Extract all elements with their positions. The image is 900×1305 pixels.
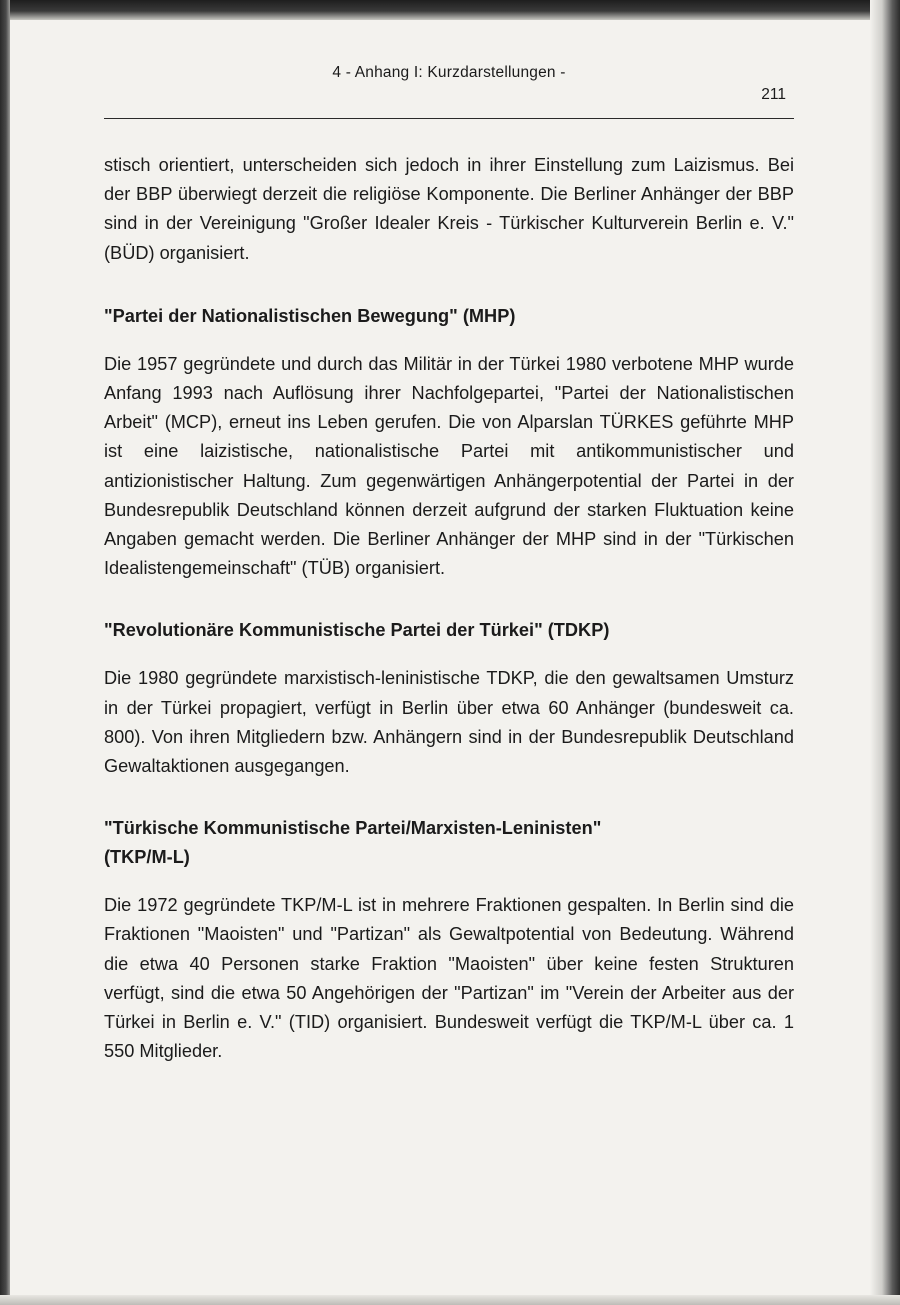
section-body-tkpml: Die 1972 gegründete TKP/M-L ist in mehrere Fraktionen gespalten. In Berlin sind die Fraktionen "Maoisten" und "Partizan" als Gewaltpotential von Bedeutung. Während die etwa 40 Personen starke Fraktion "Maoisten" über keine festen Strukturen verfügt, sind die etwa 50 Angehörigen der "Partizan" im "Verein der Arbeiter aus der Türkei in Berlin e. V." (TID) organisiert. Bundesweit verfügt die TKP/M-L über ca. 1 550 Mitglieder.: [104, 895, 794, 1062]
header-rule: [104, 118, 794, 119]
section-body-tdkp: Die 1980 gegründete marxistisch-leninistische TDKP, die den gewaltsamen Umsturz in der Türkei propagiert, verfügt in Berlin über etwa 60 Anhänger (bundesweit ca. 800). Von ihren Mitgliedern bzw. Anhängern sind in der Bundesrepublik Deutschland Gewaltaktionen ausgegangen.: [104, 668, 794, 777]
scan-edge-left: [0, 0, 10, 1305]
page-content: [104, 58, 794, 1066]
scan-edge-bottom: [0, 1295, 900, 1305]
scan-edge-right: [870, 0, 900, 1305]
section-heading-tkpml-line1: "Türkische Kommunistische Partei/Marxisten-Leninisten": [104, 818, 602, 839]
section-heading-mhp: "Partei der Nationalistischen Bewegung" (MHP): [104, 305, 516, 326]
section-body-mhp: Die 1957 gegründete und durch das Militär in der Türkei 1980 verbotene MHP wurde Anfang 1993 nach Auflösung ihrer Nachfolgepartei, "Partei der Nationalistischen Arbeit" (MCP), erneut ins Leben gerufen. Die von Alparslan TÜRKES geführte MHP ist eine laizistische, nationalistische Partei mit antikommunistischer und antizionistischer Haltung. Zum gegenwärtigen Anhängerpotential der Partei in der Bundesrepublik Deutschland können derzeit aufgrund der starken Fluktuation keine Angaben gemacht werden. Die Berliner Anhänger der MHP sind in der "Türkischen Idealistengemeinschaft" (TÜB) organisiert.: [104, 353, 794, 579]
scan-edge-top: [0, 0, 900, 20]
intro-paragraph: stisch orientiert, unterscheiden sich jedoch in ihrer Einstellung zum Laizismus. Bei der BBP überwiegt derzeit die religiöse Komponente. Die Berliner Anhänger der BBP sind in der Vereinigung "Großer Idealer Kreis - Türkischer Kulturverein Berlin e. V." (BÜD) organisiert.: [104, 155, 794, 263]
section-heading-tdkp: "Revolutionäre Kommunistische Partei der Türkei" (TDKP): [104, 620, 610, 641]
header-title: 4 - Anhang I: Kurzdarstellungen -: [332, 64, 566, 81]
section-heading-tkpml: [104, 814, 794, 872]
section-heading-tkpml-line2: (TKP/M-L): [104, 847, 190, 868]
page-number: 211: [761, 86, 786, 103]
running-header: [104, 58, 794, 120]
